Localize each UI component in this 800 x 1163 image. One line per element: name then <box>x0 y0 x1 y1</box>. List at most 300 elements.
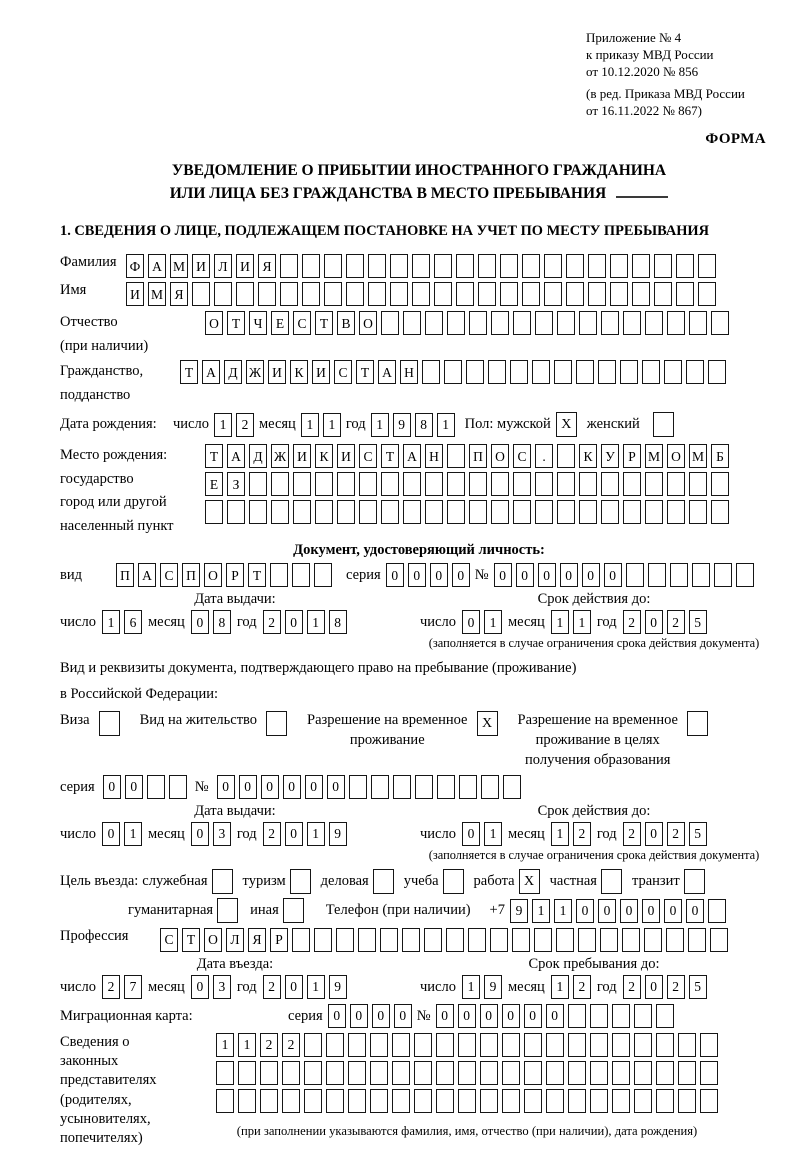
char-box[interactable] <box>227 500 245 524</box>
char-box[interactable] <box>434 282 452 306</box>
char-box[interactable]: Ч <box>249 311 267 335</box>
char-box[interactable] <box>348 1061 366 1085</box>
checkbox-purpose-official[interactable] <box>212 869 233 894</box>
char-box[interactable]: Р <box>270 928 288 952</box>
char-box[interactable] <box>444 360 462 384</box>
char-box[interactable]: Т <box>356 360 374 384</box>
char-box[interactable]: 0 <box>538 563 556 587</box>
char-box[interactable] <box>666 928 684 952</box>
char-box[interactable]: 0 <box>462 610 480 634</box>
char-box[interactable]: О <box>204 928 222 952</box>
char-box[interactable] <box>293 500 311 524</box>
char-box[interactable] <box>304 1061 322 1085</box>
char-box[interactable] <box>700 1033 718 1057</box>
char-box[interactable]: 0 <box>125 775 143 799</box>
char-box[interactable]: А <box>227 444 245 468</box>
char-box[interactable] <box>488 360 506 384</box>
char-box[interactable] <box>393 775 411 799</box>
char-box[interactable] <box>346 254 364 278</box>
char-box[interactable] <box>590 1061 608 1085</box>
char-box[interactable] <box>610 282 628 306</box>
char-box[interactable]: 3 <box>213 975 231 999</box>
char-box[interactable] <box>645 472 663 496</box>
char-box[interactable] <box>708 360 726 384</box>
char-box[interactable] <box>588 254 606 278</box>
char-box[interactable] <box>468 928 486 952</box>
char-box[interactable] <box>314 928 332 952</box>
char-box[interactable] <box>392 1089 410 1113</box>
char-box[interactable] <box>590 1033 608 1057</box>
char-box[interactable]: 6 <box>124 610 142 634</box>
char-box[interactable] <box>258 282 276 306</box>
char-box[interactable] <box>612 1089 630 1113</box>
char-box[interactable] <box>686 360 704 384</box>
char-box[interactable]: Л <box>226 928 244 952</box>
char-box[interactable] <box>656 1033 674 1057</box>
char-box[interactable]: 0 <box>394 1004 412 1028</box>
char-box[interactable] <box>304 1033 322 1057</box>
char-box[interactable] <box>656 1089 674 1113</box>
char-box[interactable] <box>513 472 531 496</box>
char-box[interactable] <box>634 1061 652 1085</box>
checkbox-purpose-tourism[interactable] <box>290 869 311 894</box>
char-box[interactable] <box>370 1061 388 1085</box>
char-box[interactable] <box>216 1089 234 1113</box>
char-box[interactable]: 1 <box>551 975 569 999</box>
char-box[interactable]: 9 <box>484 975 502 999</box>
char-box[interactable]: Н <box>400 360 418 384</box>
char-box[interactable]: 1 <box>307 975 325 999</box>
char-box[interactable] <box>654 282 672 306</box>
char-box[interactable] <box>414 1033 432 1057</box>
char-box[interactable]: 8 <box>415 413 433 437</box>
char-box[interactable] <box>579 500 597 524</box>
char-box[interactable]: 0 <box>191 822 209 846</box>
char-box[interactable] <box>667 311 685 335</box>
char-box[interactable]: И <box>337 444 355 468</box>
char-box[interactable] <box>392 1033 410 1057</box>
char-box[interactable] <box>522 282 540 306</box>
char-box[interactable]: С <box>160 928 178 952</box>
char-box[interactable]: 2 <box>263 975 281 999</box>
char-box[interactable]: А <box>378 360 396 384</box>
char-box[interactable]: 0 <box>620 899 638 923</box>
char-box[interactable] <box>424 928 442 952</box>
char-box[interactable] <box>544 282 562 306</box>
char-box[interactable] <box>503 775 521 799</box>
char-box[interactable] <box>598 360 616 384</box>
char-box[interactable]: А <box>202 360 220 384</box>
char-box[interactable] <box>381 472 399 496</box>
char-box[interactable]: И <box>293 444 311 468</box>
char-box[interactable] <box>632 282 650 306</box>
char-box[interactable] <box>447 472 465 496</box>
char-box[interactable]: П <box>182 563 200 587</box>
char-box[interactable] <box>634 1004 652 1028</box>
char-box[interactable] <box>414 1061 432 1085</box>
char-box[interactable]: Д <box>224 360 242 384</box>
checkbox-temp-residence[interactable]: X <box>477 711 498 736</box>
char-box[interactable]: 2 <box>263 610 281 634</box>
char-box[interactable] <box>612 1004 630 1028</box>
char-box[interactable] <box>678 1089 696 1113</box>
char-box[interactable] <box>359 500 377 524</box>
char-box[interactable]: О <box>667 444 685 468</box>
char-box[interactable]: С <box>334 360 352 384</box>
char-box[interactable] <box>422 360 440 384</box>
char-box[interactable]: И <box>126 282 144 306</box>
char-box[interactable] <box>710 928 728 952</box>
char-box[interactable]: 2 <box>667 822 685 846</box>
char-box[interactable] <box>642 360 660 384</box>
char-box[interactable] <box>535 311 553 335</box>
char-box[interactable]: 1 <box>551 822 569 846</box>
char-box[interactable] <box>676 282 694 306</box>
char-box[interactable] <box>546 1089 564 1113</box>
char-box[interactable] <box>513 311 531 335</box>
char-box[interactable] <box>456 282 474 306</box>
char-box[interactable]: 2 <box>260 1033 278 1057</box>
char-box[interactable] <box>634 1089 652 1113</box>
char-box[interactable] <box>390 282 408 306</box>
char-box[interactable] <box>480 1061 498 1085</box>
char-box[interactable] <box>698 282 716 306</box>
char-box[interactable]: 0 <box>516 563 534 587</box>
char-box[interactable] <box>632 254 650 278</box>
char-box[interactable] <box>612 1061 630 1085</box>
char-box[interactable] <box>576 360 594 384</box>
char-box[interactable] <box>534 928 552 952</box>
char-box[interactable]: И <box>236 254 254 278</box>
char-box[interactable]: Е <box>271 311 289 335</box>
char-box[interactable]: 0 <box>604 563 622 587</box>
char-box[interactable]: З <box>227 472 245 496</box>
char-box[interactable]: Я <box>170 282 188 306</box>
char-box[interactable]: П <box>116 563 134 587</box>
char-box[interactable] <box>436 1089 454 1113</box>
char-box[interactable] <box>692 563 710 587</box>
char-box[interactable] <box>500 254 518 278</box>
char-box[interactable] <box>491 472 509 496</box>
char-box[interactable] <box>656 1061 674 1085</box>
char-box[interactable] <box>169 775 187 799</box>
char-box[interactable] <box>544 254 562 278</box>
char-box[interactable]: К <box>290 360 308 384</box>
char-box[interactable] <box>622 928 640 952</box>
char-box[interactable]: С <box>160 563 178 587</box>
char-box[interactable]: 0 <box>642 899 660 923</box>
char-box[interactable]: М <box>148 282 166 306</box>
char-box[interactable] <box>546 1033 564 1057</box>
char-box[interactable] <box>502 1061 520 1085</box>
char-box[interactable]: 1 <box>462 975 480 999</box>
char-box[interactable] <box>368 282 386 306</box>
char-box[interactable]: И <box>268 360 286 384</box>
char-box[interactable]: 0 <box>191 610 209 634</box>
char-box[interactable] <box>700 1089 718 1113</box>
char-box[interactable]: 9 <box>329 822 347 846</box>
char-box[interactable] <box>708 899 726 923</box>
char-box[interactable] <box>711 311 729 335</box>
char-box[interactable] <box>566 282 584 306</box>
char-box[interactable] <box>623 500 641 524</box>
char-box[interactable]: 3 <box>213 822 231 846</box>
char-box[interactable] <box>346 282 364 306</box>
char-box[interactable] <box>678 1033 696 1057</box>
char-box[interactable] <box>314 563 332 587</box>
char-box[interactable] <box>481 775 499 799</box>
char-box[interactable] <box>337 500 355 524</box>
checkbox-purpose-other[interactable] <box>283 898 304 923</box>
char-box[interactable]: Я <box>248 928 266 952</box>
char-box[interactable]: 2 <box>623 975 641 999</box>
char-box[interactable]: 0 <box>582 563 600 587</box>
char-box[interactable] <box>425 500 443 524</box>
char-box[interactable] <box>447 500 465 524</box>
char-box[interactable] <box>446 928 464 952</box>
char-box[interactable] <box>326 1089 344 1113</box>
char-box[interactable]: 0 <box>645 822 663 846</box>
char-box[interactable]: 2 <box>573 975 591 999</box>
checkbox-purpose-study[interactable] <box>443 869 464 894</box>
char-box[interactable]: 1 <box>551 610 569 634</box>
char-box[interactable] <box>689 311 707 335</box>
char-box[interactable] <box>535 472 553 496</box>
char-box[interactable]: 0 <box>452 563 470 587</box>
char-box[interactable]: 0 <box>576 899 594 923</box>
char-box[interactable] <box>437 775 455 799</box>
char-box[interactable] <box>676 254 694 278</box>
char-box[interactable] <box>648 563 666 587</box>
char-box[interactable]: П <box>469 444 487 468</box>
char-box[interactable] <box>436 1061 454 1085</box>
char-box[interactable]: И <box>192 254 210 278</box>
char-box[interactable]: 1 <box>484 822 502 846</box>
char-box[interactable] <box>292 563 310 587</box>
char-box[interactable]: Д <box>249 444 267 468</box>
char-box[interactable]: Б <box>711 444 729 468</box>
char-box[interactable] <box>402 928 420 952</box>
char-box[interactable] <box>315 472 333 496</box>
char-box[interactable]: Я <box>258 254 276 278</box>
checkbox-female[interactable] <box>653 412 674 437</box>
char-box[interactable]: Т <box>182 928 200 952</box>
checkbox-purpose-private[interactable] <box>601 869 622 894</box>
char-box[interactable] <box>634 1033 652 1057</box>
char-box[interactable] <box>238 1061 256 1085</box>
char-box[interactable] <box>282 1061 300 1085</box>
char-box[interactable] <box>403 311 421 335</box>
char-box[interactable]: 0 <box>261 775 279 799</box>
char-box[interactable] <box>412 254 430 278</box>
char-box[interactable] <box>557 472 575 496</box>
char-box[interactable] <box>588 282 606 306</box>
char-box[interactable] <box>205 500 223 524</box>
char-box[interactable]: 0 <box>645 975 663 999</box>
char-box[interactable]: Т <box>248 563 266 587</box>
char-box[interactable] <box>415 775 433 799</box>
char-box[interactable] <box>412 282 430 306</box>
char-box[interactable]: 0 <box>217 775 235 799</box>
char-box[interactable] <box>238 1089 256 1113</box>
char-box[interactable]: Т <box>315 311 333 335</box>
char-box[interactable]: Е <box>205 472 223 496</box>
char-box[interactable] <box>645 311 663 335</box>
char-box[interactable]: К <box>315 444 333 468</box>
char-box[interactable]: Ж <box>246 360 264 384</box>
char-box[interactable] <box>326 1033 344 1057</box>
char-box[interactable] <box>403 500 421 524</box>
char-box[interactable]: Ж <box>271 444 289 468</box>
char-box[interactable] <box>403 472 421 496</box>
char-box[interactable]: 0 <box>560 563 578 587</box>
char-box[interactable] <box>711 472 729 496</box>
char-box[interactable]: Р <box>623 444 641 468</box>
char-box[interactable]: Т <box>381 444 399 468</box>
char-box[interactable] <box>425 472 443 496</box>
char-box[interactable]: С <box>513 444 531 468</box>
char-box[interactable] <box>458 1061 476 1085</box>
char-box[interactable] <box>358 928 376 952</box>
char-box[interactable]: 0 <box>436 1004 454 1028</box>
char-box[interactable] <box>667 500 685 524</box>
char-box[interactable]: 1 <box>554 899 572 923</box>
char-box[interactable] <box>490 928 508 952</box>
char-box[interactable] <box>380 928 398 952</box>
char-box[interactable] <box>249 500 267 524</box>
char-box[interactable] <box>664 360 682 384</box>
char-box[interactable]: Т <box>227 311 245 335</box>
char-box[interactable] <box>236 282 254 306</box>
char-box[interactable]: 0 <box>102 822 120 846</box>
char-box[interactable]: 2 <box>573 822 591 846</box>
char-box[interactable]: 0 <box>191 975 209 999</box>
char-box[interactable] <box>535 500 553 524</box>
char-box[interactable]: 0 <box>285 610 303 634</box>
char-box[interactable]: 0 <box>408 563 426 587</box>
char-box[interactable]: 9 <box>510 899 528 923</box>
char-box[interactable] <box>304 1089 322 1113</box>
char-box[interactable]: Р <box>226 563 244 587</box>
char-box[interactable]: 0 <box>430 563 448 587</box>
char-box[interactable] <box>436 1033 454 1057</box>
char-box[interactable] <box>480 1089 498 1113</box>
char-box[interactable] <box>315 500 333 524</box>
char-box[interactable] <box>689 500 707 524</box>
char-box[interactable] <box>370 1033 388 1057</box>
char-box[interactable]: 0 <box>645 610 663 634</box>
char-box[interactable]: 1 <box>238 1033 256 1057</box>
char-box[interactable] <box>568 1089 586 1113</box>
char-box[interactable] <box>478 282 496 306</box>
char-box[interactable]: 1 <box>102 610 120 634</box>
char-box[interactable] <box>502 1033 520 1057</box>
char-box[interactable] <box>349 775 367 799</box>
char-box[interactable] <box>678 1061 696 1085</box>
char-box[interactable] <box>270 563 288 587</box>
char-box[interactable] <box>601 472 619 496</box>
char-box[interactable]: 8 <box>213 610 231 634</box>
char-box[interactable] <box>600 928 618 952</box>
char-box[interactable] <box>512 928 530 952</box>
char-box[interactable] <box>557 444 575 468</box>
char-box[interactable]: М <box>170 254 188 278</box>
char-box[interactable] <box>392 1061 410 1085</box>
char-box[interactable] <box>645 500 663 524</box>
char-box[interactable] <box>510 360 528 384</box>
char-box[interactable]: 2 <box>282 1033 300 1057</box>
char-box[interactable]: 8 <box>329 610 347 634</box>
char-box[interactable] <box>456 254 474 278</box>
char-box[interactable] <box>469 311 487 335</box>
char-box[interactable]: 0 <box>480 1004 498 1028</box>
char-box[interactable] <box>532 360 550 384</box>
char-box[interactable]: А <box>403 444 421 468</box>
char-box[interactable]: 0 <box>327 775 345 799</box>
char-box[interactable] <box>280 254 298 278</box>
checkbox-male[interactable]: X <box>556 412 577 437</box>
char-box[interactable] <box>336 928 354 952</box>
char-box[interactable] <box>601 311 619 335</box>
char-box[interactable] <box>216 1061 234 1085</box>
char-box[interactable] <box>292 928 310 952</box>
char-box[interactable] <box>688 928 706 952</box>
char-box[interactable] <box>348 1033 366 1057</box>
char-box[interactable]: О <box>204 563 222 587</box>
char-box[interactable] <box>337 472 355 496</box>
char-box[interactable]: О <box>359 311 377 335</box>
char-box[interactable] <box>656 1004 674 1028</box>
char-box[interactable]: 0 <box>458 1004 476 1028</box>
char-box[interactable]: 0 <box>103 775 121 799</box>
char-box[interactable] <box>371 775 389 799</box>
char-box[interactable] <box>370 1089 388 1113</box>
char-box[interactable]: 5 <box>689 610 707 634</box>
char-box[interactable] <box>326 1061 344 1085</box>
char-box[interactable] <box>434 254 452 278</box>
char-box[interactable]: Т <box>205 444 223 468</box>
char-box[interactable]: 1 <box>124 822 142 846</box>
char-box[interactable] <box>524 1033 542 1057</box>
char-box[interactable]: 0 <box>350 1004 368 1028</box>
char-box[interactable]: А <box>148 254 166 278</box>
char-box[interactable] <box>590 1089 608 1113</box>
char-box[interactable] <box>458 1033 476 1057</box>
char-box[interactable]: 0 <box>372 1004 390 1028</box>
char-box[interactable] <box>282 1089 300 1113</box>
char-box[interactable]: Н <box>425 444 443 468</box>
char-box[interactable]: 2 <box>623 610 641 634</box>
char-box[interactable]: Л <box>214 254 232 278</box>
char-box[interactable]: 0 <box>664 899 682 923</box>
char-box[interactable]: 0 <box>598 899 616 923</box>
char-box[interactable] <box>623 472 641 496</box>
char-box[interactable]: 1 <box>216 1033 234 1057</box>
char-box[interactable] <box>557 500 575 524</box>
char-box[interactable] <box>568 1033 586 1057</box>
char-box[interactable] <box>192 282 210 306</box>
char-box[interactable] <box>302 254 320 278</box>
char-box[interactable]: О <box>205 311 223 335</box>
char-box[interactable] <box>359 472 377 496</box>
char-box[interactable] <box>491 500 509 524</box>
char-box[interactable]: 0 <box>239 775 257 799</box>
char-box[interactable]: М <box>645 444 663 468</box>
char-box[interactable] <box>700 1061 718 1085</box>
char-box[interactable]: 0 <box>305 775 323 799</box>
char-box[interactable]: 1 <box>484 610 502 634</box>
char-box[interactable] <box>568 1004 586 1028</box>
